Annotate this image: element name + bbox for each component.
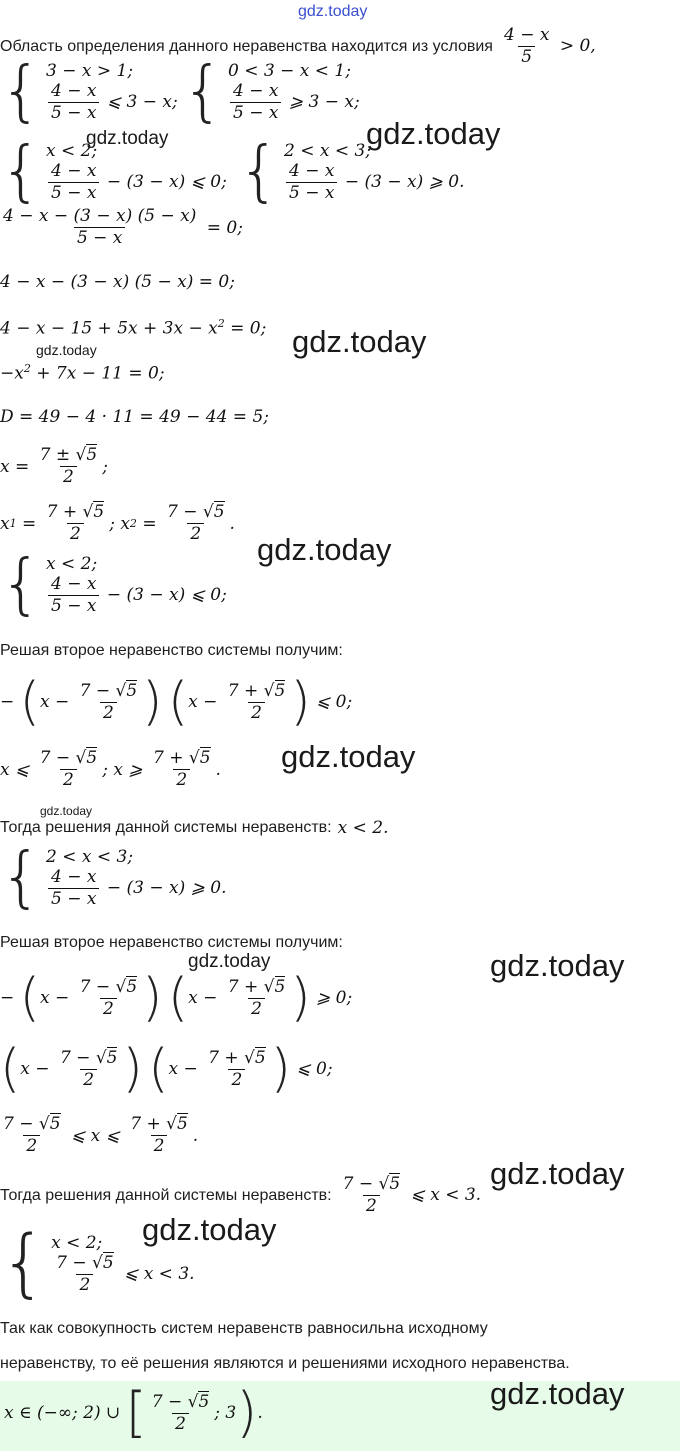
- system-3: { x < 2; $\frac{7 - √5}{2}$ ⩽ x < 3.: [0, 1220, 195, 1306]
- solve-second-text-2: Решая второе неравенство системы получим:: [0, 934, 343, 951]
- conclusion-line-2: неравенству, то её решения являются и решениями исходного неравенства.: [0, 1355, 570, 1372]
- header-watermark: gdz.today: [298, 3, 368, 20]
- factored-inequality-3: ( x − $\frac{7 - √5}{2}$ ) ( x − $\frac{7 + √5}{2}$ ) ⩽ 0;: [0, 1039, 333, 1099]
- equation-numerator: 4 − x − (3 − x) (5 − x) = 0;: [0, 272, 235, 292]
- conclusion-line-1: Так как совокупность систем неравенств равносильна исходному: [0, 1320, 488, 1337]
- factored-inequality-1: − ( x − $\frac{7 - √5}{2}$ ) ( x − $\frac{7 + √5}{2}$ ) ⩽ 0;: [0, 672, 353, 732]
- watermark: gdz.today: [86, 128, 169, 149]
- solve-second-text-1: Решая второе неравенство системы получим:: [0, 642, 343, 659]
- equation-expanded: $4 - x - 15 + 5x + 3x - x^2 = 0$;: [0, 317, 267, 339]
- interval-result-1: x ⩽ $\frac{7 - √5}{2}$ ; x ⩾ $\frac{7 + √5}{2}$ .: [0, 748, 221, 790]
- watermark: gdz.today: [490, 1156, 625, 1191]
- watermark: gdz.today: [490, 948, 625, 983]
- equation-fraction: $\frac{4 - x - (3 - x) (5 - x)}{5 - x}$ = 0;: [3, 206, 243, 248]
- system-b1: { 0 < 3 − x < 1; $\frac{4 - x}{5 - x}$ ⩾ 3 − x;: [182, 52, 360, 129]
- system-b2: { 2 < x < 3; $\frac{4 - x}{5 - x}$ − (3 − x) ⩾ 0.: [238, 132, 465, 209]
- final-answer: x ∈ (−∞; 2) ∪ [ $\frac{7 - √5}{2}$ ; 3 ) .: [4, 1381, 263, 1444]
- domain-condition-formula: $\frac{4 - x}{5}$ > 0,: [503, 25, 596, 67]
- system-a2: { x < 2; $\frac{4 - x}{5 - x}$ − (3 − x) ⩽ 0;: [0, 132, 227, 209]
- interval-result-2: $\frac{7 - √5}{2}$ ⩽ x ⩽ $\frac{7 + √5}{2}$ .: [3, 1114, 199, 1156]
- watermark: gdz.today: [36, 342, 97, 358]
- system-a1: { 3 − x > 1; $\frac{4 - x}{5 - x}$ ⩽ 3 − x;: [0, 52, 178, 129]
- equation-quadratic: $-x^2 + 7x - 11 = 0$;: [0, 362, 165, 384]
- then-solution-line-1: Тогда решения данной системы неравенств: x < 2.: [0, 818, 389, 838]
- system-1: { x < 2; $\frac{4 - x}{5 - x}$ − (3 − x) ⩽ 0;: [0, 545, 227, 622]
- watermark: gdz.today: [188, 951, 271, 972]
- system-2: { 2 < x < 3; $\frac{4 - x}{5 - x}$ − (3 − x) ⩾ 0.: [0, 838, 227, 915]
- watermark: gdz.today: [257, 532, 392, 567]
- roots-specific: x 1 = $\frac{7 + √5}{2}$ ; x 2 = $\frac{7 - √5}{2}$ .: [0, 502, 235, 544]
- watermark: gdz.today: [142, 1212, 277, 1247]
- domain-intro-text: Область определения данного неравенства находится из условия: [0, 37, 493, 55]
- factored-inequality-2: − ( x − $\frac{7 - √5}{2}$ ) ( x − $\frac{7 + √5}{2}$ ) ⩾ 0;: [0, 968, 353, 1028]
- watermark: gdz.today: [40, 804, 93, 818]
- watermark: gdz.today: [490, 1376, 625, 1411]
- watermark: gdz.today: [366, 116, 501, 151]
- then-solution-text-1: Тогда решения данной системы неравенств:: [0, 819, 332, 836]
- then-solution-line-2: Тогда решения данной системы неравенств: $\frac{7 - √5}{2}$ ⩽ x < 3.: [0, 1174, 482, 1216]
- discriminant: D = 49 − 4 · 11 = 49 − 44 = 5;: [0, 407, 269, 427]
- watermark: gdz.today: [292, 324, 427, 359]
- then-solution-text-2: Тогда решения данной системы неравенств:: [0, 1186, 332, 1204]
- roots-general: x = $\frac{7 \pm √5}{2}$ ;: [0, 445, 108, 487]
- watermark: gdz.today: [281, 739, 416, 774]
